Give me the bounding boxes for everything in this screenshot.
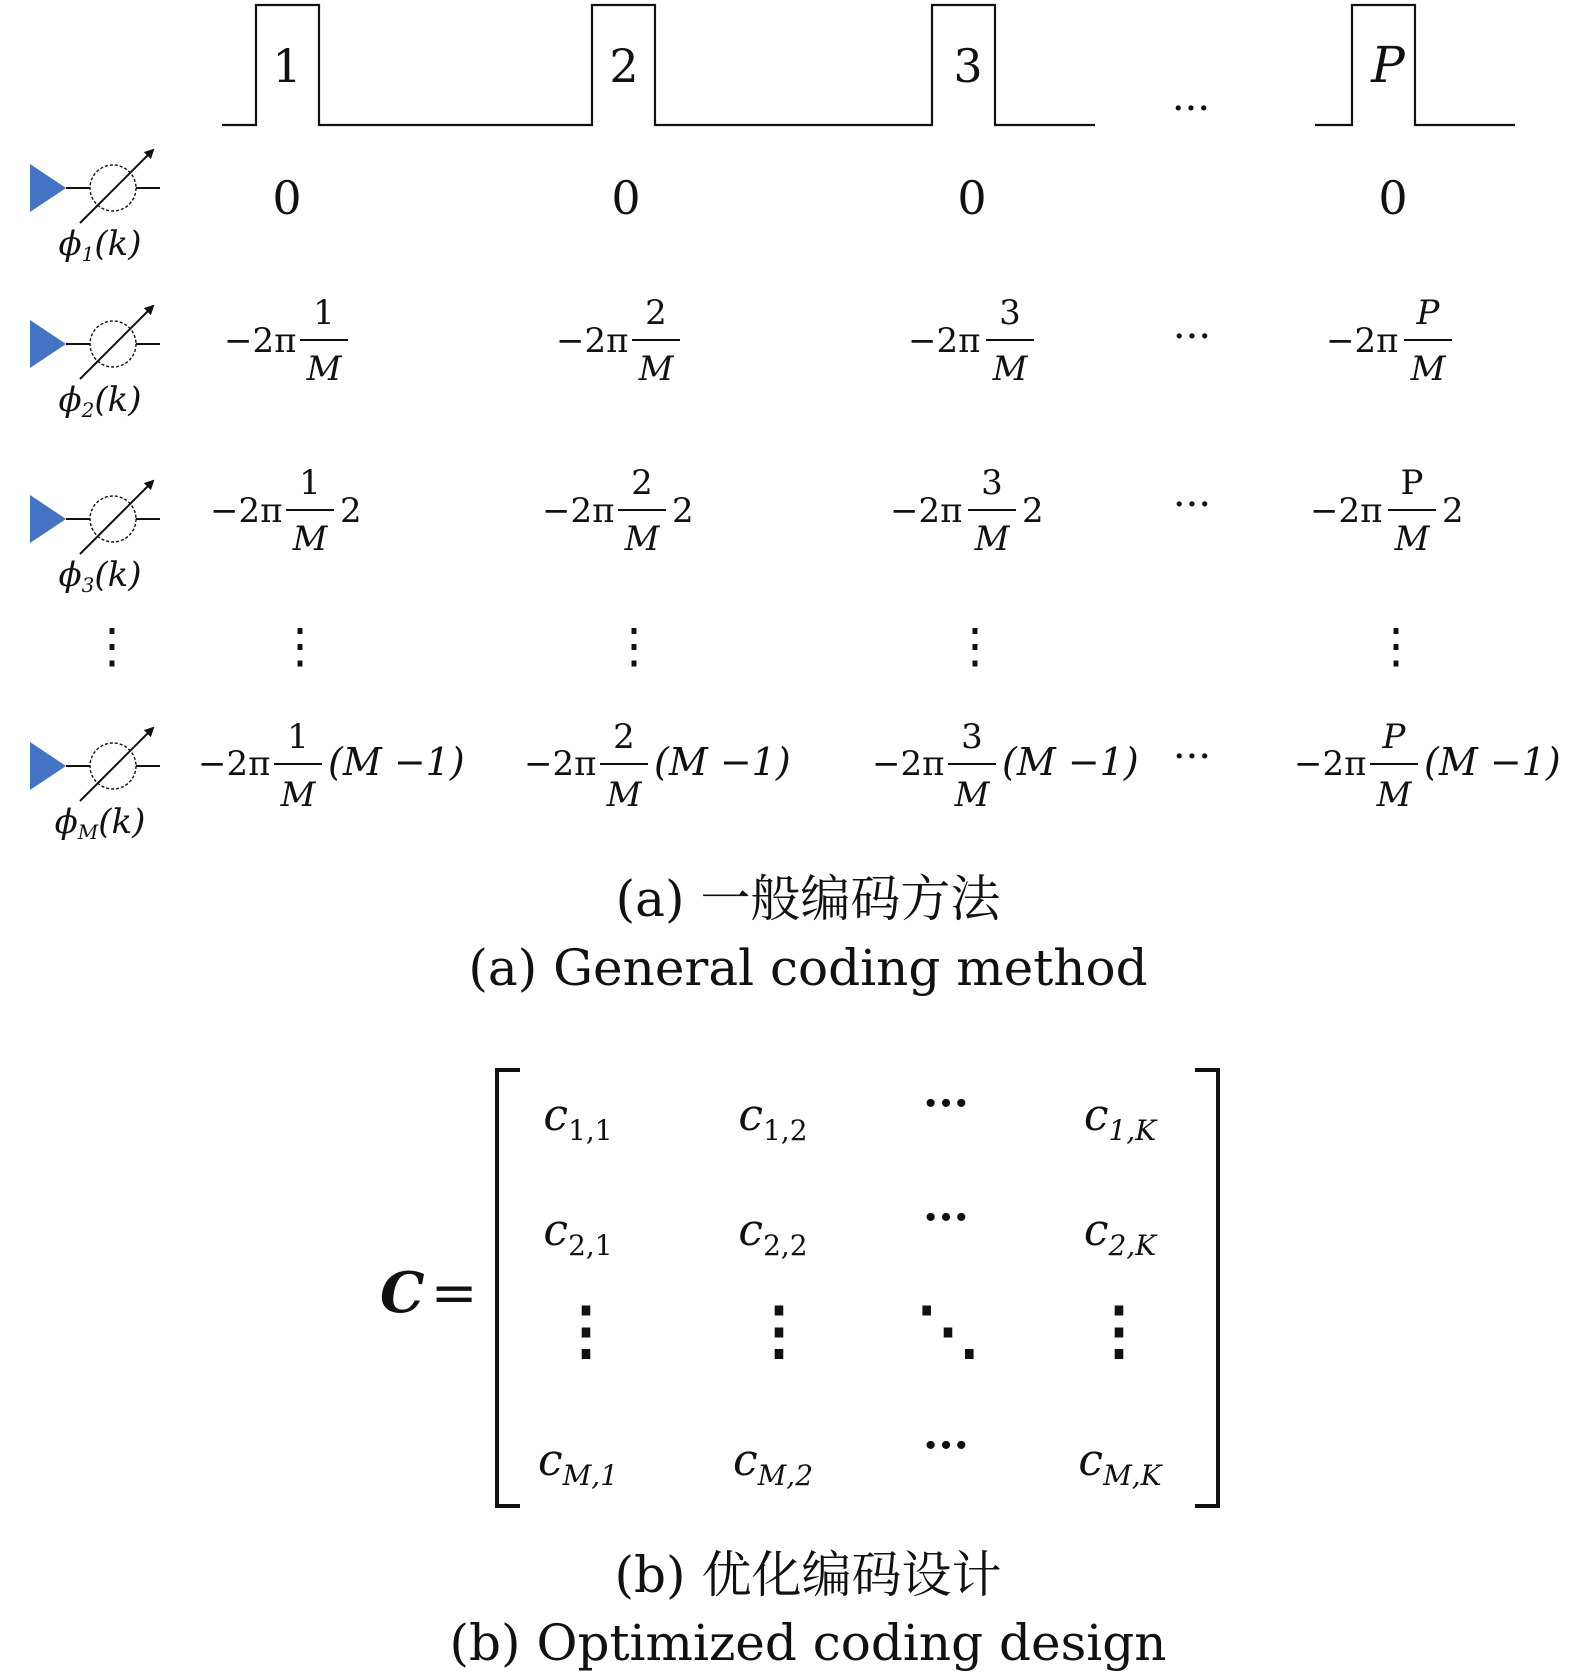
- svg-text:1: 1: [287, 717, 309, 757]
- antenna-element: [30, 728, 160, 844]
- row-gap-dots: ···: [1172, 734, 1212, 780]
- phase-expression: [556, 293, 680, 389]
- matrix-entry: $c_{2,K}$: [1083, 1205, 1157, 1262]
- vertical-dots-row: [276, 618, 1420, 674]
- matrix-entry: $c_{2,2}$: [738, 1205, 808, 1262]
- antenna-column: [30, 150, 160, 844]
- phase-expression: [908, 293, 1034, 389]
- row-gap-dots: ···: [1172, 482, 1212, 528]
- svg-text:(M −1): (M −1): [328, 740, 465, 784]
- pulse-train: [222, 5, 1515, 132]
- matrix-ellipsis: ···: [923, 1420, 969, 1471]
- phase-shifter-icon: [90, 321, 136, 367]
- svg-text:2: 2: [1022, 491, 1044, 531]
- svg-text:2: 2: [631, 463, 653, 503]
- phase-value: 0: [957, 171, 987, 225]
- phase-label: ϕ1(k): [58, 224, 142, 266]
- svg-text:2: 2: [340, 491, 362, 531]
- pulse-label: 3: [953, 39, 983, 93]
- antenna-triangle-icon: [30, 495, 66, 543]
- phase-shifter-arrow-icon: [80, 728, 153, 801]
- matrix-vdots: ⋮: [1087, 1293, 1151, 1368]
- svg-text:−2π: −2π: [1326, 321, 1399, 361]
- matrix-entry: $c_{1,2}$: [738, 1090, 808, 1147]
- caption-b-chinese: (b) 优化编码设计: [614, 1546, 1002, 1604]
- matrix-ellipsis: ···: [923, 1192, 969, 1243]
- matrix-right-bracket: [1195, 1070, 1218, 1506]
- svg-text:M: M: [606, 775, 642, 815]
- svg-text:M: M: [638, 349, 674, 389]
- caption-b-english: (b) Optimized coding design: [449, 1614, 1167, 1672]
- phase-shifter-arrow-icon: [80, 481, 153, 554]
- vertical-dots: ⋮: [951, 618, 999, 674]
- phase-shifter-icon: [90, 496, 136, 542]
- matrix-lhs: C =: [380, 1260, 478, 1326]
- svg-text:2: 2: [1442, 491, 1464, 531]
- coding-matrix: [380, 1070, 1218, 1506]
- phase-expression: [872, 717, 1139, 815]
- pulse-label: 2: [609, 39, 639, 93]
- svg-text:P: P: [1416, 293, 1440, 333]
- svg-text:−2π: −2π: [1294, 744, 1367, 784]
- svg-text:P: P: [1400, 463, 1424, 503]
- phase-shifter-icon: [90, 743, 136, 789]
- phase-expression: [198, 717, 465, 815]
- svg-text:M: M: [974, 519, 1010, 559]
- svg-text:−2π: −2π: [224, 321, 297, 361]
- pulse-label: P: [1371, 36, 1405, 94]
- svg-text:1: 1: [313, 293, 335, 333]
- phase-value: 0: [272, 171, 302, 225]
- matrix-vdots: ⋮: [554, 1293, 618, 1368]
- svg-text:(M −1): (M −1): [1002, 740, 1139, 784]
- phase-label: ϕ3(k): [58, 555, 142, 597]
- phase-row: [198, 717, 1561, 815]
- svg-text:−2π: −2π: [210, 491, 283, 531]
- phase-expression: [1294, 717, 1561, 815]
- matrix-entry: $c_{2,1}$: [543, 1205, 613, 1262]
- antenna-element: [30, 150, 160, 266]
- matrix-entry: $c_{M,2}$: [732, 1435, 814, 1492]
- svg-text:M: M: [1394, 519, 1430, 559]
- svg-text:M: M: [306, 349, 342, 389]
- matrix-vdots: ⋮: [747, 1293, 811, 1368]
- caption-a-english: (a) General coding method: [468, 939, 1148, 997]
- svg-text:(M −1): (M −1): [1424, 740, 1561, 784]
- svg-text:2: 2: [613, 717, 635, 757]
- matrix-entry: $c_{M,1}$: [537, 1435, 619, 1492]
- caption-a-chinese: (a) 一般编码方法: [615, 870, 1001, 928]
- svg-text:M: M: [954, 775, 990, 815]
- svg-text:3: 3: [981, 463, 1003, 503]
- vertical-dots: ⋮: [276, 618, 324, 674]
- svg-text:M: M: [1410, 349, 1446, 389]
- svg-text:3: 3: [999, 293, 1021, 333]
- phase-expression: [1310, 463, 1464, 559]
- row-gap-dots: ···: [1172, 314, 1212, 360]
- svg-text:−2π: −2π: [198, 744, 271, 784]
- antenna-triangle-icon: [30, 742, 66, 790]
- phase-value: 0: [1378, 171, 1408, 225]
- matrix-entry: $c_{1,1}$: [543, 1090, 613, 1147]
- pulse-label: 1: [272, 39, 302, 93]
- svg-text:M: M: [992, 349, 1028, 389]
- svg-text:1: 1: [299, 463, 321, 503]
- phase-label: ϕM(k): [54, 802, 146, 844]
- svg-text:−2π: −2π: [556, 321, 629, 361]
- svg-text:M: M: [292, 519, 328, 559]
- phase-label: ϕ2(k): [58, 380, 142, 422]
- svg-text:2: 2: [645, 293, 667, 333]
- phase-expression: [1326, 293, 1452, 389]
- pulse-gap-dots: ···: [1171, 86, 1211, 132]
- phase-shifter-icon: [90, 165, 136, 211]
- svg-text:−2π: −2π: [890, 491, 963, 531]
- phase-expression: [890, 463, 1044, 559]
- svg-text:−2π: −2π: [542, 491, 615, 531]
- matrix-entry: $c_{1,K}$: [1083, 1090, 1157, 1147]
- phase-row: [210, 463, 1464, 559]
- antenna-element: [30, 481, 160, 597]
- svg-text:M: M: [280, 775, 316, 815]
- vertical-dots: ⋮: [610, 618, 658, 674]
- phase-shifter-arrow-icon: [80, 150, 153, 223]
- svg-text:−2π: −2π: [524, 744, 597, 784]
- antenna-element: [30, 306, 160, 422]
- svg-text:−2π: −2π: [872, 744, 945, 784]
- phase-expression: [542, 463, 694, 559]
- svg-text:M: M: [1376, 775, 1412, 815]
- pulse-waveform-last: [1315, 5, 1515, 125]
- svg-text:P: P: [1382, 717, 1406, 757]
- phase-expression: [210, 463, 362, 559]
- phase-value: 0: [611, 171, 641, 225]
- antenna-triangle-icon: [30, 164, 66, 212]
- matrix-left-bracket: [497, 1070, 520, 1506]
- matrix-ddots: ⋱: [916, 1293, 980, 1368]
- svg-text:(M −1): (M −1): [654, 740, 791, 784]
- vertical-dots: ⋮: [88, 618, 136, 674]
- svg-text:3: 3: [961, 717, 983, 757]
- svg-text:M: M: [624, 519, 660, 559]
- phase-row: [272, 171, 1407, 225]
- phase-shifter-arrow-icon: [80, 306, 153, 379]
- svg-text:−2π: −2π: [1310, 491, 1383, 531]
- phase-row: [224, 293, 1452, 389]
- phase-expression: [224, 293, 348, 389]
- matrix-ellipsis: ···: [923, 1078, 969, 1129]
- svg-text:2: 2: [672, 491, 694, 531]
- phase-expression: [524, 717, 791, 815]
- antenna-triangle-icon: [30, 320, 66, 368]
- vertical-dots: ⋮: [1372, 618, 1420, 674]
- matrix-entry: $c_{M,K}$: [1078, 1435, 1162, 1492]
- svg-text:−2π: −2π: [908, 321, 981, 361]
